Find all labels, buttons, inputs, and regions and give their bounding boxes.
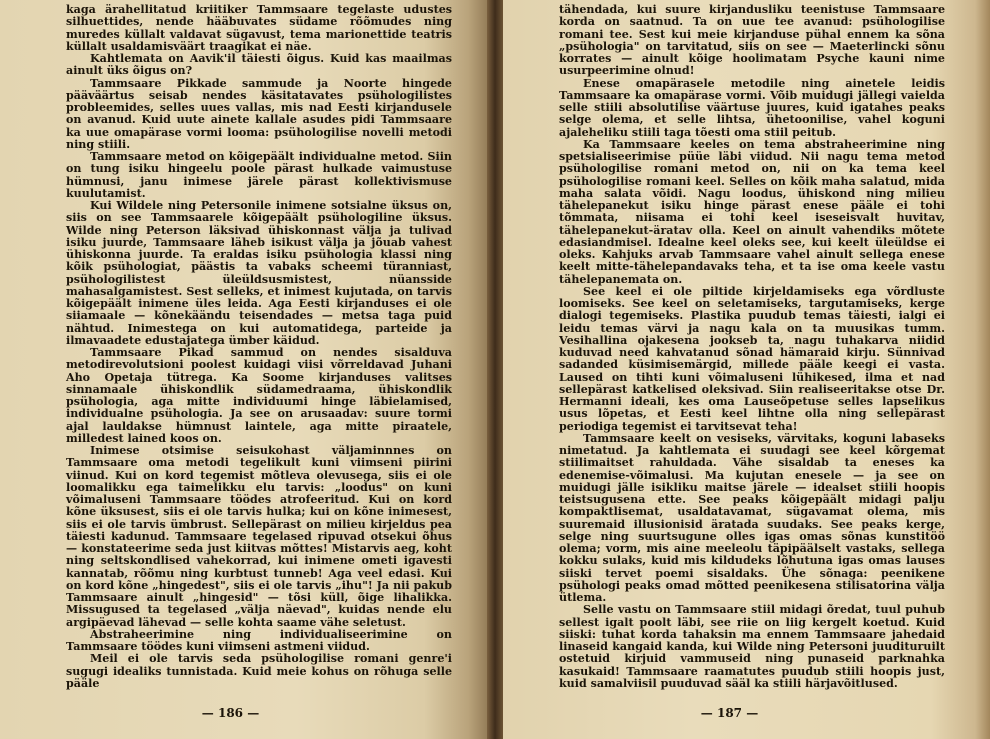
paragraph: Abstraheerimine ning individualiseerimine on Tammsaare töödes kuni viimseni astmeni viidud. — [66, 627, 452, 653]
paragraph: Inimese otsimise seisukohast väljaminnnes on Tammsaare oma metodi tegelikult kuni viimseni piirini viinud. Kui on kord tegemist mõtleva olevusega, siis ei ole loomalikku ega taimelikku elu tarvis: „loodus" on kuni võimaluseni Tammsaare töödes atrofeeritud. Kui on kord kõne üksusest, siis ei ole tarvis hulka; kui on kõne inimesest, siis ei ole tarvis ümbrust. Sellepärast on milieu kirjeldus pea täiesti kadunud. Tammsaare tegelased ripuvad otsekui õhus — konstateerime seda just kiitvas mõttes! Mistarvis aeg, koht ning seltskondlised vahekorrad, kui inimene ometi igavesti kannatab, rõõmu ning kurbtust tunneb! Aga veel edasi. Kui on kord kõne „hingedest", siis ei ole tarvis „ihu"! Ja nii pakub Tammsaare ainult „hingesid" — tõsi küll, õige lihalikka. Missugused ta tegelased „välja näevad", kuidas nende elu argipäevad lähevad — selle kohta saame vähe seletust. — [66, 444, 452, 629]
paragraph: Selle vastu on Tammsaare stiil midagi õredat, tuul puhub sellest igalt poolt läbi, see riie on liig kergelt koetud. Kuid siiski: tuhat korda tahaksin ma ennem Tammsaare jahedaid linaseid kangaid kanda, kui Wilde ning Petersoni juudituruilt ostetuid kirjuid vammuseid ning punaseid parknahka kasukaid! Tammsaare raamatutes puudub stiili hoopis just, kuid samalviisil puuduvad sääl ka stiili härjavõitlused. — [559, 603, 945, 690]
paragraph: Tammsaare Pikkade sammude ja Noorte hingede pääväärtus seisab nendes käsitatavates psühologilistes probleemides, selles uues vallas, mis nad Eesti kirjandusele on avanud. Kuid uute ainete kallale asudes pidi Tammsaare ka uue omapärase vormi looma: psühologilise novelli metodi ning stiili. — [66, 76, 452, 151]
right-page-text — [559, 4, 945, 690]
paragraph: Ka Tammsaare keeles on tema abstraheerimine ning spetsialiseerimise püüe läbi viidud. Nii nagu tema metod psühologilise romani metod on, nii on ka tema keel psühologilise romani keel. Selles on kõik maha salatud, mida maha salata võidi. Nagu loodus, ühiskond ning milieu tähelepanekut isiku hinge pärast enese pääle ei tohi tõmmata, niisama ei tohi keel iseseisvalt huvitav, tähelepanekut-äratav olla. Keel on ainult vahendiks mõtete edasiandmisel. Idealne keel oleks see, kui keelt üleüldse ei oleks. Kahjuks arvab Tammsaare vahel ainult sellega enese keelt mitte-tähelepandavaks teha, et ta ise oma keele vastu tähelepanemata on. — [559, 137, 945, 286]
paragraph: Meil ei ole tarvis seda psühologilise romani genre'i sugugi idealiks tunnistada. Kuid meie kohus on rõhuga selle pääle — [66, 652, 452, 690]
paragraph: Kui Wildele ning Petersonile inimene sotsialne üksus on, siis on see Tammsaarele kõigepäält psühologiline üksus. Wilde ning Peterson läksivad ühiskonnast välja ja tulivad isiku juurde, Tammsaare läheb isikust välja ja jõuab vahest ühiskonna juurde. Ta eraldas isiku psühologia klassi ning kõik psühologiat, päästis ta vabaks scheemi türanniast, psühologilistest üleüldsusmistest, nüansside mahasalgamistest. Sest selleks, et inimest kujutada, on tarvis kõigepäält inimene üles leida. Aga Eesti kirjanduses ei ole siiamaale — kõnekäändu teisendades — metsa taga puid nähtud. Inimestega on kui automatidega, parteide ja ilmavaadete edustajatega ümber käidud. — [66, 199, 452, 347]
paragraph: Tammsaare Pikad sammud on nendes sisalduva metodirevolutsioni poolest kuidagi viisi võrreldavad Juhani Aho Opetaja tütrega. Ka Soome kirjanduses valitses sinnamaale ühiskondlik südamedraama, ühiskondlik psühologia, aga mitte individuumi hinge läbielamised, individualne psühologia. Ja see on arusaadav: suure tormi ajal lauldakse hümnust laintele, aga mitte piraatele, milledest lained koos on. — [66, 346, 452, 445]
left-page-text — [66, 4, 452, 690]
paragraph: Enese omapärasele metodile ning ainetele leidis Tammsaare ka omapärase vormi. Võib muidugi jällegi vaielda selle stiili absolutilise väärtuse juures, kuid igatahes peaks selge olema, et selle lihtsa, ühetoonilise, vahel koguni ajaleheliku stiili taga tõesti oma stiil peitub. — [559, 76, 945, 139]
paragraph: Kahtlemata on Aavik'il täiesti õigus. Kuid kas maailmas ainult üks õigus on? — [66, 52, 452, 78]
book-gutter — [487, 0, 503, 739]
paragraph: tähendada, kui suure kirjandusliku teenistuse Tammsaare korda on saatnud. Ta on uue tee avanud: psühologilise romani tee. Sest kui meie kirjanduse pühal ennem ka sõna „psühologia" on tarvitatud, siis on see — Maeterlincki sõnu korrates — ainult kõige hoolimatam Psyche kauni nime usurpeerimine olnud! — [559, 3, 945, 78]
left-page-number: — 186 — — [201, 706, 260, 720]
paragraph: Tammsaare keelt on vesiseks, värvitaks, koguni labaseks nimetatud. Ja kahtlemata ei suudagi see keel kõrgemat stiilimaitset rahuldada. Vähe sisaldab ta eneses ka edenemise-võimalusi. Ma kujutan enesele — ja see on muidugi jälle isikliku maitse järele — idealset stiili hoopis teistsugusena ette. See peaks kõigepäält midagi palju kompaktlisemat, usaldatavamat, sügavamat olema, mis suuremaid illusionisid äratada suudaks. See peaks kerge, selge ning suurtsugune olles igas omas sõnas kunstitöö olema; vorm, mis aine meeleolu täpipäälselt vastaks, sellega kokku sulaks, kuid mis kildudeks lõhutuna igas omas lauses siiski tervet poemi sisaldaks. Ühe sõnaga: peenikene psühologi peaks omad mõtted peenikesena stilisatorina välja ütlema. — [559, 431, 945, 604]
left-page — [0, 0, 493, 739]
right-page — [497, 0, 990, 739]
paragraph: Tammsaare metod on kõigepäält individualne metod. Siin on tung isiku hingeelu poole pärast hulkade vaimustuse hümnusi, janu inimese järele pärast kollektivismuse kuulutamist. — [66, 150, 452, 200]
right-page-number: — 187 — — [700, 706, 759, 720]
paragraph: kaga ärahellitatud kriitiker Tammsaare tegelaste udustes silhuettides, nende hääbuvates südame rõõmudes ning muredes küllalt valdavat sügavust, tema marionettide teatris küllalt usaldamisväärt traagikat ei näe. — [66, 3, 452, 53]
paragraph: See keel ei ole piltide kirjeldamiseks ega võrdluste loomiseks. See keel on seletamiseks, targutamiseks, kerge dialogi tegemiseks. Plastika puudub temas täiesti, ialgi ei leidu temas värvi ja nagu kala on ta muusikas tumm. Vesihallina ojakesena jookseb ta, nagu tuhakarva niidid kuduvad need kahvatanud sõnad hämaraid kirju. Sünnivad sadanded küsimisemärgid, millede pääle keegi ei vasta. Laused on tihti kuni võimaluseni lühikesed, ilma et nad sellepärast katkelised oleksivad. Siin realiseeritakse otse Dr. Hermanni ideali, kes oma Lauseõpetuse selles lapselikus usus lõpetas, et Eesti keel lihtne olla ning sellepärast periodiga tegemist ei tarvitsevat teha! — [559, 284, 945, 433]
